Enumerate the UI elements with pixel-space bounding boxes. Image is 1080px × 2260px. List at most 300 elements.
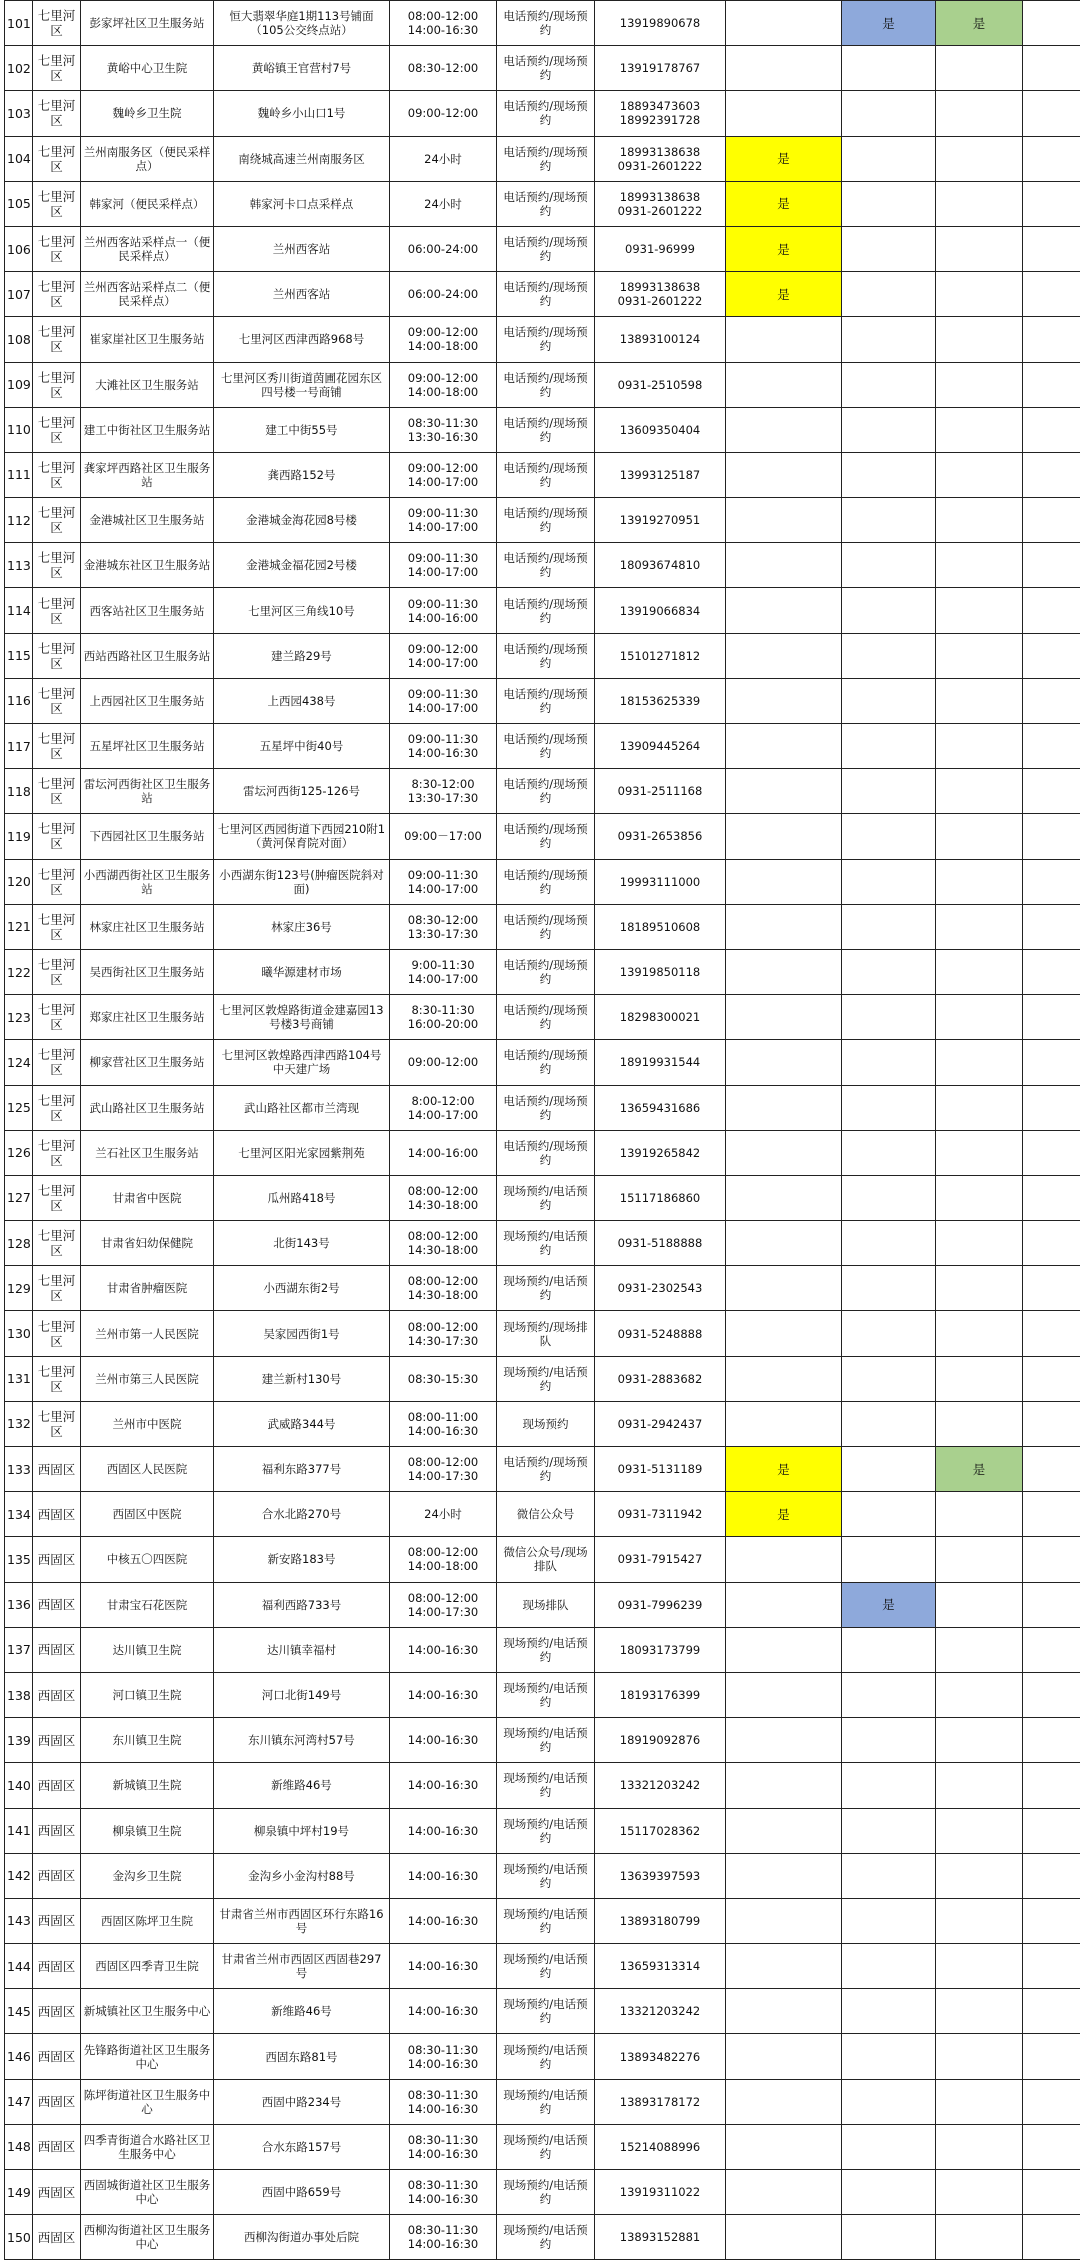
table-row bbox=[5, 2170, 1080, 2215]
address-cell: 南绕城高速兰州南服务区 bbox=[214, 136, 390, 181]
phone-cell: 13919265842 bbox=[595, 1130, 726, 1175]
flag-cell-3 bbox=[936, 1266, 1023, 1311]
blank-cell bbox=[1023, 1, 1080, 46]
blank-cell bbox=[1023, 949, 1080, 994]
phone-cell: 13893178172 bbox=[595, 2079, 726, 2124]
address-cell: 小西湖东街2号 bbox=[214, 1266, 390, 1311]
row-number-cell: 145 bbox=[5, 1989, 33, 2034]
hours-cell: 09:00－17:00 bbox=[390, 814, 497, 859]
flag-cell-1 bbox=[726, 91, 842, 136]
address-cell: 七里河区阳光家园紫荆苑 bbox=[214, 1130, 390, 1175]
row-number-cell: 115 bbox=[5, 633, 33, 678]
flag-cell-1 bbox=[726, 859, 842, 904]
flag-cell-2: 是 bbox=[842, 1582, 936, 1627]
site-name-cell: 西固区陈坪卫生院 bbox=[81, 1898, 214, 1943]
site-name-cell: 兰州南服务区（便民采样点） bbox=[81, 136, 214, 181]
flag-cell-2 bbox=[842, 1492, 936, 1537]
flag-cell-2 bbox=[842, 1401, 936, 1446]
flag-cell-3 bbox=[936, 543, 1023, 588]
hours-cell: 14:00-16:30 bbox=[390, 1989, 497, 2034]
table-row bbox=[5, 136, 1080, 181]
site-name-cell: 甘肃省肿瘤医院 bbox=[81, 1266, 214, 1311]
district-cell: 西固区 bbox=[33, 1537, 81, 1582]
district-cell: 七里河区 bbox=[33, 678, 81, 723]
address-cell: 合水东路157号 bbox=[214, 2124, 390, 2169]
row-number-cell: 110 bbox=[5, 407, 33, 452]
phone-cell: 13639397593 bbox=[595, 1853, 726, 1898]
flag-cell-3 bbox=[936, 1582, 1023, 1627]
phone-cell: 18919092876 bbox=[595, 1718, 726, 1763]
district-cell: 七里河区 bbox=[33, 1266, 81, 1311]
district-cell: 七里河区 bbox=[33, 814, 81, 859]
flag-cell-2 bbox=[842, 1672, 936, 1717]
phone-cell: 13893100124 bbox=[595, 317, 726, 362]
flag-cell-1: 是 bbox=[726, 1447, 842, 1492]
hours-cell: 24小时 bbox=[390, 1492, 497, 1537]
row-number-cell: 134 bbox=[5, 1492, 33, 1537]
row-number-cell: 123 bbox=[5, 995, 33, 1040]
table-row bbox=[5, 2215, 1080, 2260]
district-cell: 七里河区 bbox=[33, 407, 81, 452]
blank-cell bbox=[1023, 1853, 1080, 1898]
flag-cell-3 bbox=[936, 1808, 1023, 1853]
row-number-cell: 130 bbox=[5, 1311, 33, 1356]
hours-cell: 09:00-11:30 14:00-17:00 bbox=[390, 678, 497, 723]
row-number-cell: 111 bbox=[5, 452, 33, 497]
row-number-cell: 125 bbox=[5, 1085, 33, 1130]
flag-cell-3: 是 bbox=[936, 1447, 1023, 1492]
phone-cell: 15117028362 bbox=[595, 1808, 726, 1853]
table-row bbox=[5, 1808, 1080, 1853]
booking-method-cell: 现场预约/电话预约 bbox=[497, 1898, 595, 1943]
blank-cell bbox=[1023, 904, 1080, 949]
flag-cell-1 bbox=[726, 724, 842, 769]
flag-cell-1 bbox=[726, 317, 842, 362]
flag-cell-2 bbox=[842, 1356, 936, 1401]
booking-method-cell: 电话预约/现场预约 bbox=[497, 1085, 595, 1130]
flag-cell-3 bbox=[936, 633, 1023, 678]
booking-method-cell: 现场预约/电话预约 bbox=[497, 1627, 595, 1672]
phone-cell: 13919066834 bbox=[595, 588, 726, 633]
flag-cell-1 bbox=[726, 2215, 842, 2260]
row-number-cell: 129 bbox=[5, 1266, 33, 1311]
hours-cell: 08:00-12:00 14:00-17:30 bbox=[390, 1582, 497, 1627]
phone-cell: 18298300021 bbox=[595, 995, 726, 1040]
table-row bbox=[5, 678, 1080, 723]
hours-cell: 08:30-12:00 bbox=[390, 46, 497, 91]
address-cell: 瓜州路418号 bbox=[214, 1175, 390, 1220]
flag-cell-3 bbox=[936, 136, 1023, 181]
flag-cell-3 bbox=[936, 407, 1023, 452]
booking-method-cell: 电话预约/现场预约 bbox=[497, 633, 595, 678]
booking-method-cell: 现场预约 bbox=[497, 1401, 595, 1446]
flag-cell-3 bbox=[936, 2124, 1023, 2169]
address-cell: 雷坛河西街125-126号 bbox=[214, 769, 390, 814]
table-row bbox=[5, 814, 1080, 859]
flag-cell-3 bbox=[936, 226, 1023, 271]
booking-method-cell: 电话预约/现场预约 bbox=[497, 904, 595, 949]
table-row bbox=[5, 46, 1080, 91]
flag-cell-2 bbox=[842, 1763, 936, 1808]
flag-cell-2 bbox=[842, 1537, 936, 1582]
address-cell: 福利西路733号 bbox=[214, 1582, 390, 1627]
hours-cell: 08:00-12:00 14:30-17:30 bbox=[390, 1311, 497, 1356]
booking-method-cell: 电话预约/现场预约 bbox=[497, 362, 595, 407]
blank-cell bbox=[1023, 1401, 1080, 1446]
flag-cell-2 bbox=[842, 1853, 936, 1898]
flag-cell-1 bbox=[726, 949, 842, 994]
flag-cell-1 bbox=[726, 2079, 842, 2124]
blank-cell bbox=[1023, 814, 1080, 859]
phone-cell: 0931-5248888 bbox=[595, 1311, 726, 1356]
site-name-cell: 西固区人民医院 bbox=[81, 1447, 214, 1492]
blank-cell bbox=[1023, 1356, 1080, 1401]
booking-method-cell: 现场预约/现场排队 bbox=[497, 1311, 595, 1356]
address-cell: 西固中路659号 bbox=[214, 2170, 390, 2215]
table-row bbox=[5, 91, 1080, 136]
blank-cell bbox=[1023, 1311, 1080, 1356]
address-cell: 金沟乡小金沟村88号 bbox=[214, 1853, 390, 1898]
table-row bbox=[5, 1266, 1080, 1311]
flag-cell-2 bbox=[842, 949, 936, 994]
booking-method-cell: 电话预约/现场预约 bbox=[497, 588, 595, 633]
flag-cell-3 bbox=[936, 859, 1023, 904]
district-cell: 七里河区 bbox=[33, 1130, 81, 1175]
district-cell: 西固区 bbox=[33, 1582, 81, 1627]
flag-cell-3 bbox=[936, 452, 1023, 497]
address-cell: 新维路46号 bbox=[214, 1989, 390, 2034]
hours-cell: 08:00-12:00 14:30-18:00 bbox=[390, 1221, 497, 1266]
table-row bbox=[5, 904, 1080, 949]
booking-method-cell: 现场预约/电话预约 bbox=[497, 2124, 595, 2169]
table-row bbox=[5, 1221, 1080, 1266]
table-row bbox=[5, 1989, 1080, 2034]
phone-cell: 18919931544 bbox=[595, 1040, 726, 1085]
blank-cell bbox=[1023, 1130, 1080, 1175]
hours-cell: 14:00-16:30 bbox=[390, 1808, 497, 1853]
site-name-cell: 下西园社区卫生服务站 bbox=[81, 814, 214, 859]
blank-cell bbox=[1023, 407, 1080, 452]
flag-cell-2 bbox=[842, 588, 936, 633]
address-cell: 福利东路377号 bbox=[214, 1447, 390, 1492]
blank-cell bbox=[1023, 995, 1080, 1040]
phone-cell: 13321203242 bbox=[595, 1989, 726, 2034]
flag-cell-2 bbox=[842, 272, 936, 317]
flag-cell-2 bbox=[842, 2034, 936, 2079]
flag-cell-3 bbox=[936, 1130, 1023, 1175]
flag-cell-3 bbox=[936, 2215, 1023, 2260]
row-number-cell: 128 bbox=[5, 1221, 33, 1266]
blank-cell bbox=[1023, 678, 1080, 723]
blank-cell bbox=[1023, 1718, 1080, 1763]
address-cell: 吴家园西街1号 bbox=[214, 1311, 390, 1356]
blank-cell bbox=[1023, 91, 1080, 136]
district-cell: 西固区 bbox=[33, 1672, 81, 1717]
hours-cell: 08:00-12:00 14:30-18:00 bbox=[390, 1266, 497, 1311]
booking-method-cell: 现场预约/电话预约 bbox=[497, 1175, 595, 1220]
flag-cell-3 bbox=[936, 272, 1023, 317]
address-cell: 曦华源建材市场 bbox=[214, 949, 390, 994]
hours-cell: 9:00-11:30 14:00-17:00 bbox=[390, 949, 497, 994]
district-cell: 七里河区 bbox=[33, 1040, 81, 1085]
table-row bbox=[5, 1085, 1080, 1130]
district-cell: 西固区 bbox=[33, 2034, 81, 2079]
site-name-cell: 林家庄社区卫生服务站 bbox=[81, 904, 214, 949]
hours-cell: 14:00-16:30 bbox=[390, 1853, 497, 1898]
address-cell: 魏岭乡小山口1号 bbox=[214, 91, 390, 136]
booking-method-cell: 电话预约/现场预约 bbox=[497, 724, 595, 769]
phone-cell: 18893473603 18992391728 bbox=[595, 91, 726, 136]
flag-cell-2 bbox=[842, 1175, 936, 1220]
district-cell: 七里河区 bbox=[33, 272, 81, 317]
blank-cell bbox=[1023, 362, 1080, 407]
flag-cell-1 bbox=[726, 633, 842, 678]
flag-cell-3 bbox=[936, 46, 1023, 91]
address-cell: 东川镇东河湾村57号 bbox=[214, 1718, 390, 1763]
booking-method-cell: 电话预约/现场预约 bbox=[497, 1130, 595, 1175]
row-number-cell: 143 bbox=[5, 1898, 33, 1943]
booking-method-cell: 现场预约/电话预约 bbox=[497, 2170, 595, 2215]
site-name-cell: 西固区中医院 bbox=[81, 1492, 214, 1537]
booking-method-cell: 电话预约/现场预约 bbox=[497, 452, 595, 497]
table-row bbox=[5, 1130, 1080, 1175]
flag-cell-3 bbox=[936, 1763, 1023, 1808]
district-cell: 西固区 bbox=[33, 2079, 81, 2124]
flag-cell-1 bbox=[726, 814, 842, 859]
site-name-cell: 兰州市中医院 bbox=[81, 1401, 214, 1446]
flag-cell-3 bbox=[936, 1537, 1023, 1582]
hours-cell: 14:00-16:30 bbox=[390, 1672, 497, 1717]
row-number-cell: 141 bbox=[5, 1808, 33, 1853]
row-number-cell: 106 bbox=[5, 226, 33, 271]
table-row bbox=[5, 498, 1080, 543]
address-cell: 金港城金海花园8号楼 bbox=[214, 498, 390, 543]
hours-cell: 08:00-12:00 14:30-18:00 bbox=[390, 1175, 497, 1220]
flag-cell-1 bbox=[726, 46, 842, 91]
flag-cell-1 bbox=[726, 995, 842, 1040]
site-name-cell: 彭家坪社区卫生服务站 bbox=[81, 1, 214, 46]
flag-cell-2 bbox=[842, 226, 936, 271]
blank-cell bbox=[1023, 1266, 1080, 1311]
flag-cell-1 bbox=[726, 1763, 842, 1808]
address-cell: 建兰路29号 bbox=[214, 633, 390, 678]
site-name-cell: 兰州市第三人民医院 bbox=[81, 1356, 214, 1401]
address-cell: 七里河区敦煌路西津西路104号中天建广场 bbox=[214, 1040, 390, 1085]
flag-cell-2 bbox=[842, 633, 936, 678]
row-number-cell: 117 bbox=[5, 724, 33, 769]
phone-cell: 0931-7311942 bbox=[595, 1492, 726, 1537]
row-number-cell: 137 bbox=[5, 1627, 33, 1672]
row-number-cell: 108 bbox=[5, 317, 33, 362]
flag-cell-3: 是 bbox=[936, 1, 1023, 46]
table-row bbox=[5, 1356, 1080, 1401]
hours-cell: 14:00-16:30 bbox=[390, 1718, 497, 1763]
flag-cell-3 bbox=[936, 2170, 1023, 2215]
flag-cell-2 bbox=[842, 1085, 936, 1130]
site-name-cell: 雷坛河西街社区卫生服务站 bbox=[81, 769, 214, 814]
flag-cell-1 bbox=[726, 1, 842, 46]
blank-cell bbox=[1023, 1808, 1080, 1853]
site-name-cell: 河口镇卫生院 bbox=[81, 1672, 214, 1717]
district-cell: 七里河区 bbox=[33, 995, 81, 1040]
flag-cell-3 bbox=[936, 1627, 1023, 1672]
phone-cell: 13893152881 bbox=[595, 2215, 726, 2260]
flag-cell-2 bbox=[842, 724, 936, 769]
flag-cell-1 bbox=[726, 2124, 842, 2169]
site-name-cell: 新城镇卫生院 bbox=[81, 1763, 214, 1808]
district-cell: 西固区 bbox=[33, 1898, 81, 1943]
flag-cell-2 bbox=[842, 1808, 936, 1853]
site-name-cell: 兰州市第一人民医院 bbox=[81, 1311, 214, 1356]
site-name-cell: 先锋路街道社区卫生服务中心 bbox=[81, 2034, 214, 2079]
flag-cell-1 bbox=[726, 1582, 842, 1627]
address-cell: 韩家河卡口点采样点 bbox=[214, 181, 390, 226]
phone-cell: 0931-7996239 bbox=[595, 1582, 726, 1627]
flag-cell-1 bbox=[726, 1175, 842, 1220]
flag-cell-1 bbox=[726, 678, 842, 723]
site-name-cell: 新城镇社区卫生服务中心 bbox=[81, 1989, 214, 2034]
hours-cell: 08:30-11:30 14:00-16:30 bbox=[390, 2170, 497, 2215]
flag-cell-1 bbox=[726, 2170, 842, 2215]
blank-cell bbox=[1023, 2170, 1080, 2215]
booking-method-cell: 电话预约/现场预约 bbox=[497, 1, 595, 46]
site-name-cell: 达川镇卫生院 bbox=[81, 1627, 214, 1672]
flag-cell-2 bbox=[842, 91, 936, 136]
flag-cell-2 bbox=[842, 2124, 936, 2169]
flag-cell-3 bbox=[936, 1085, 1023, 1130]
row-number-cell: 133 bbox=[5, 1447, 33, 1492]
flag-cell-2 bbox=[842, 1266, 936, 1311]
hours-cell: 14:00-16:30 bbox=[390, 1944, 497, 1989]
address-cell: 甘肃省兰州市西固区西固巷297号 bbox=[214, 1944, 390, 1989]
table-row bbox=[5, 2034, 1080, 2079]
district-cell: 七里河区 bbox=[33, 724, 81, 769]
hours-cell: 8:30-11:30 16:00-20:00 bbox=[390, 995, 497, 1040]
flag-cell-3 bbox=[936, 724, 1023, 769]
district-cell: 七里河区 bbox=[33, 46, 81, 91]
site-name-cell: 甘肃省中医院 bbox=[81, 1175, 214, 1220]
row-number-cell: 118 bbox=[5, 769, 33, 814]
site-name-cell: 郑家庄社区卫生服务站 bbox=[81, 995, 214, 1040]
flag-cell-2 bbox=[842, 136, 936, 181]
blank-cell bbox=[1023, 2124, 1080, 2169]
blank-cell bbox=[1023, 226, 1080, 271]
flag-cell-1 bbox=[726, 1672, 842, 1717]
site-name-cell: 吴西街社区卫生服务站 bbox=[81, 949, 214, 994]
district-cell: 七里河区 bbox=[33, 1401, 81, 1446]
address-cell: 七里河区西园街道下西园210附1（黄河保育院对面） bbox=[214, 814, 390, 859]
table-row bbox=[5, 1853, 1080, 1898]
table-row bbox=[5, 995, 1080, 1040]
flag-cell-3 bbox=[936, 1175, 1023, 1220]
row-number-cell: 138 bbox=[5, 1672, 33, 1717]
district-cell: 西固区 bbox=[33, 2124, 81, 2169]
flag-cell-2 bbox=[842, 181, 936, 226]
address-cell: 达川镇幸福村 bbox=[214, 1627, 390, 1672]
table-row bbox=[5, 1672, 1080, 1717]
phone-cell: 0931-96999 bbox=[595, 226, 726, 271]
flag-cell-1 bbox=[726, 452, 842, 497]
booking-method-cell: 电话预约/现场预约 bbox=[497, 1447, 595, 1492]
flag-cell-3 bbox=[936, 949, 1023, 994]
address-cell: 西固东路81号 bbox=[214, 2034, 390, 2079]
district-cell: 七里河区 bbox=[33, 543, 81, 588]
district-cell: 西固区 bbox=[33, 1447, 81, 1492]
district-cell: 七里河区 bbox=[33, 904, 81, 949]
address-cell: 兰州西客站 bbox=[214, 272, 390, 317]
district-cell: 西固区 bbox=[33, 1853, 81, 1898]
hours-cell: 08:00-12:00 14:00-16:30 bbox=[390, 1, 497, 46]
row-number-cell: 139 bbox=[5, 1718, 33, 1763]
table-row bbox=[5, 1401, 1080, 1446]
flag-cell-2 bbox=[842, 1311, 936, 1356]
flag-cell-1 bbox=[726, 2034, 842, 2079]
flag-cell-1 bbox=[726, 498, 842, 543]
district-cell: 西固区 bbox=[33, 2170, 81, 2215]
hours-cell: 8:00-12:00 14:00-17:00 bbox=[390, 1085, 497, 1130]
address-cell: 柳泉镇中坪村19号 bbox=[214, 1808, 390, 1853]
table-row bbox=[5, 2079, 1080, 2124]
row-number-cell: 113 bbox=[5, 543, 33, 588]
booking-method-cell: 电话预约/现场预约 bbox=[497, 46, 595, 91]
blank-cell bbox=[1023, 1537, 1080, 1582]
row-number-cell: 121 bbox=[5, 904, 33, 949]
district-cell: 七里河区 bbox=[33, 181, 81, 226]
site-name-cell: 黄峪中心卫生院 bbox=[81, 46, 214, 91]
address-cell: 恒大翡翠华庭1期113号铺面（105公交终点站） bbox=[214, 1, 390, 46]
blank-cell bbox=[1023, 452, 1080, 497]
district-cell: 七里河区 bbox=[33, 136, 81, 181]
booking-method-cell: 电话预约/现场预约 bbox=[497, 407, 595, 452]
flag-cell-1 bbox=[726, 362, 842, 407]
table-row bbox=[5, 1492, 1080, 1537]
address-cell: 五星坪中街40号 bbox=[214, 724, 390, 769]
district-cell: 七里河区 bbox=[33, 498, 81, 543]
table-row bbox=[5, 272, 1080, 317]
address-cell: 北街143号 bbox=[214, 1221, 390, 1266]
site-name-cell: 五星坪社区卫生服务站 bbox=[81, 724, 214, 769]
booking-method-cell: 现场预约/电话预约 bbox=[497, 1672, 595, 1717]
address-cell: 黄峪镇王官营村7号 bbox=[214, 46, 390, 91]
hours-cell: 08:30-11:30 14:00-16:30 bbox=[390, 2124, 497, 2169]
hours-cell: 08:30-12:00 13:30-17:30 bbox=[390, 904, 497, 949]
flag-cell-3 bbox=[936, 1944, 1023, 1989]
address-cell: 上西园438号 bbox=[214, 678, 390, 723]
district-cell: 七里河区 bbox=[33, 317, 81, 362]
flag-cell-2 bbox=[842, 995, 936, 1040]
flag-cell-1 bbox=[726, 1401, 842, 1446]
address-cell: 金港城金福花园2号楼 bbox=[214, 543, 390, 588]
flag-cell-1 bbox=[726, 1085, 842, 1130]
blank-cell bbox=[1023, 498, 1080, 543]
phone-cell: 13659431686 bbox=[595, 1085, 726, 1130]
site-name-cell: 陈坪街道社区卫生服务中心 bbox=[81, 2079, 214, 2124]
site-name-cell: 建工中街社区卫生服务站 bbox=[81, 407, 214, 452]
district-cell: 七里河区 bbox=[33, 91, 81, 136]
site-name-cell: 龚家坪西路社区卫生服务站 bbox=[81, 452, 214, 497]
table-row bbox=[5, 407, 1080, 452]
row-number-cell: 103 bbox=[5, 91, 33, 136]
flag-cell-3 bbox=[936, 1672, 1023, 1717]
flag-cell-1 bbox=[726, 1898, 842, 1943]
booking-method-cell: 现场预约/电话预约 bbox=[497, 1944, 595, 1989]
site-name-cell: 甘肃省妇幼保健院 bbox=[81, 1221, 214, 1266]
table-row bbox=[5, 724, 1080, 769]
hours-cell: 09:00-12:00 14:00-18:00 bbox=[390, 317, 497, 362]
district-cell: 七里河区 bbox=[33, 452, 81, 497]
table-row bbox=[5, 1944, 1080, 1989]
blank-cell bbox=[1023, 543, 1080, 588]
